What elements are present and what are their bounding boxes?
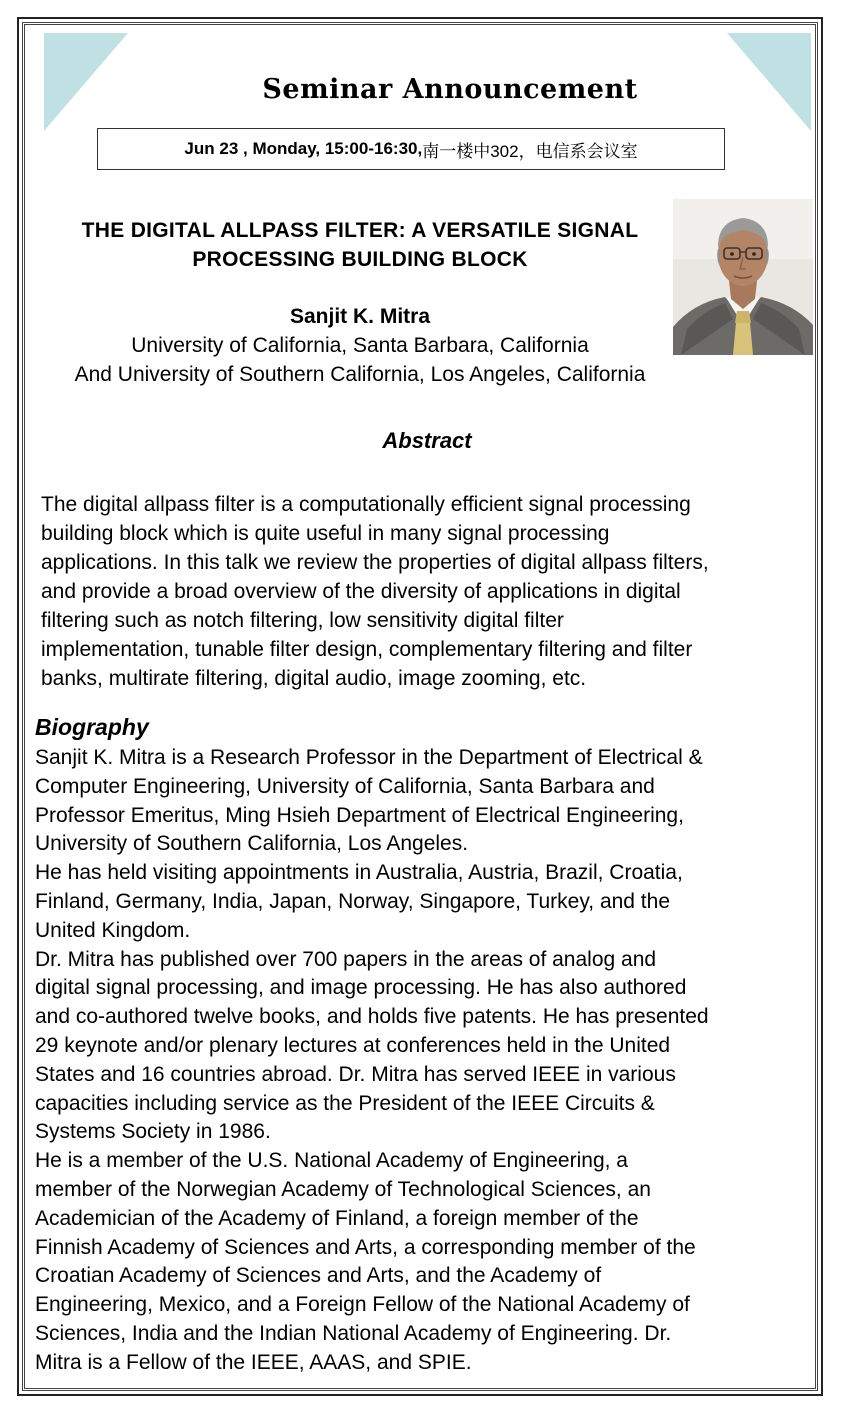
talk-title-line-1: THE DIGITAL ALLPASS FILTER: A VERSATILE SIGNAL bbox=[81, 219, 639, 242]
speaker-affiliation-2: And University of Southern California, Los Angeles, California bbox=[74, 363, 646, 386]
location: 南一楼中302，电信系会议室 bbox=[422, 141, 638, 161]
speaker-name: Sanjit K. Mitra bbox=[289, 305, 431, 328]
biography-heading: Biography bbox=[35, 714, 149, 740]
abstract-heading: Abstract bbox=[382, 428, 472, 453]
biography-text: Sanjit K. Mitra is a Research Professor in the Department of Electrical & Computer Engineering, University of California, Santa Barbara and Professor Emeritus, Ming Hsieh Department of Electrical Engineering, University of Southern California, Los Angeles. He has held visiting appointments in Australia, Austria, Brazil, Croatia, Finland, Germany, India, Japan, Norway, Singapore, Turkey, and the United Kingdom. Dr. Mitra has published over 700 papers in the areas of analog and digital signal processing, and image processing. He has also authored and co-authored twelve books, and holds five patents. He has presented 29 keynote and/or plenary lectures at conferences held in the United States and 16 countries abroad. Dr. Mitra has served IEEE in various capacities including service as the President of the IEEE Circuits & Systems Society in 1986. He is a member of the U.S. National Academy of Engineering, a member of the Norwegian Academy of Technological Sciences, an Academician of the Academy of Finland, a foreign member of the Finnish Academy of Sciences and Arts, a corresponding member of the Croatian Academy of Sciences and Arts, and the Academy of Engineering, Mexico, and a Foreign Fellow of the National Academy of Sciences, India and the Indian National Academy of Engineering. Dr. Mitra is a Fellow of the IEEE, AAAS, and SPIE. bbox=[35, 746, 709, 1374]
date-time: Jun 23 , Monday, 15:00-16:30, bbox=[184, 139, 423, 158]
speaker-photo bbox=[673, 199, 813, 355]
abstract-text: The digital allpass filter is a computationally efficient signal processing building block which is quite useful in many signal processing applications. In this talk we review the properties of digital allpass filters, and provide a broad overview of the diversity of applications in digital filtering such as notch filtering, low sensitivity digital filter implementation, tunable filter design, complementary filtering and filter banks, multirate filtering, digital audio, image zooming, etc. bbox=[41, 493, 709, 690]
announcement-title: Seminar Announcement bbox=[262, 74, 638, 105]
speaker-affiliation-1: University of California, Santa Barbara, California bbox=[131, 334, 589, 357]
date-location-box bbox=[97, 128, 725, 170]
talk-title-line-2: PROCESSING BUILDING BLOCK bbox=[192, 248, 528, 271]
talk-title bbox=[30, 216, 690, 274]
corner-decoration-left bbox=[44, 33, 128, 131]
